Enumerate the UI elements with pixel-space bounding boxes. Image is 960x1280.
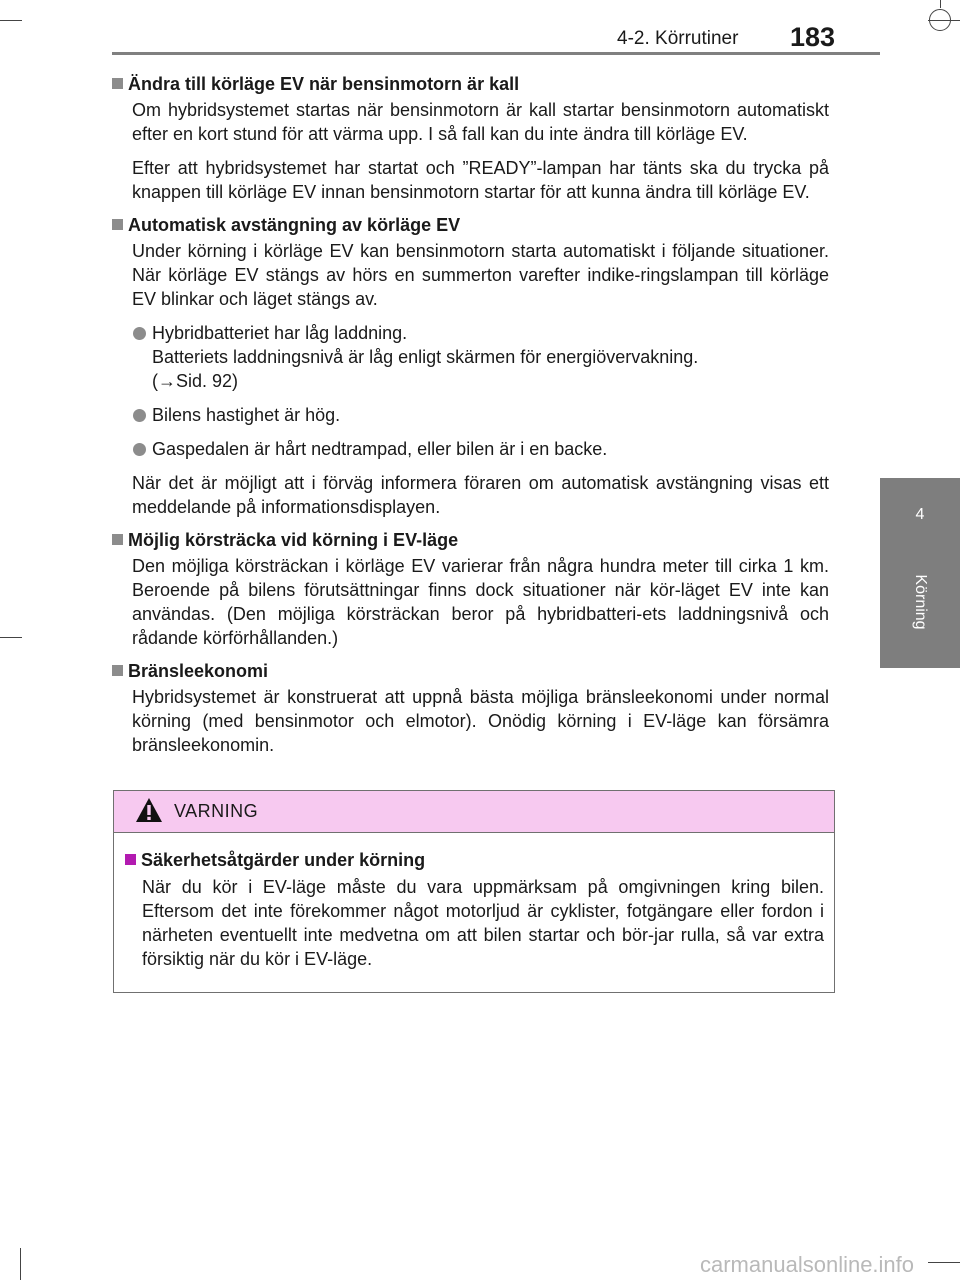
round-bullet-icon [133, 409, 146, 422]
warning-title: VARNING [174, 801, 259, 821]
paragraph: Under körning i körläge EV kan bensinmotorn starta automatiskt i följande situationer. När körläge EV stängs av hörs en summerton varefter indike-ringslampan till körläge EV blinkar och läget stängs av. [132, 241, 829, 309]
square-bullet-icon [112, 534, 123, 545]
chapter-tab-number: 4 [915, 506, 925, 523]
round-bullet-icon [133, 327, 146, 340]
section-ev-range [112, 528, 829, 650]
list-item: Hybridbatteriet har låg laddning. Batteriets laddningsnivå är låg enligt skärmen för energiövervakning. (→Sid. 92) [132, 321, 829, 393]
section-heading: Automatisk avstängning av körläge EV [112, 213, 829, 237]
list-item: Gaspedalen är hårt nedtrampad, eller bilen är i en backe. [132, 437, 829, 461]
paragraph: Efter att hybridsystemet har startat och ”READY”-lampan har tänts ska du trycka på knappen till körläge EV innan bensinmotorn startar för att kunna ändra till körläge EV. [132, 158, 829, 202]
section-auto-cancel [112, 213, 829, 519]
warning-header [114, 791, 834, 833]
page-reference-link[interactable]: (→Sid. 92) [152, 371, 239, 391]
warning-box [113, 790, 835, 993]
section-fuel-economy [112, 659, 829, 757]
square-bullet-icon [112, 219, 123, 230]
section-heading: Ändra till körläge EV när bensinmotorn är kall [112, 72, 829, 96]
list-item: Bilens hastighet är hög. [132, 403, 829, 427]
paragraph: När det är möjligt att i förväg informera föraren om automatisk avstängning visas ett meddelande på informationsdisplayen. [132, 473, 829, 517]
paragraph: Den möjliga körsträckan i körläge EV varierar från några hundra meter till cirka 1 km. Beroende på bilens förutsättningar finns dock situationer när kör-läget EV inte kan användas. (Den möjliga körsträckan beror på hybridbatteri-ets laddningsnivå och rådande körförhållanden.) [132, 556, 829, 648]
crop-mark [940, 0, 941, 8]
header-section-label: 4-2. Körrutiner [617, 28, 739, 49]
paragraph: Om hybridsystemet startas när bensinmotorn är kall startar bensinmotorn automatiskt efter en kort stund för att värma upp. I så fall kan du inte ändra till körläge EV. [132, 100, 829, 144]
watermark: carmanualsonline.info [700, 1252, 915, 1277]
section-cold-engine [112, 72, 829, 204]
square-bullet-icon [112, 78, 123, 89]
chapter-tab-label: Körning [912, 574, 929, 630]
warning-text: När du kör i EV-läge måste du vara uppmärksam på omgivningen kring bilen. Eftersom det inte förekommer något motorljud är cyklister, fotgängare eller fordon i närheten eventuellt inte medvetna om att bilen startar och bör-jar rulla, så var extra försiktig när du kör i EV-läge. [142, 877, 824, 969]
warning-heading: Säkerhetsåtgärder under körning [125, 848, 824, 872]
warning-body [114, 833, 834, 971]
warning-triangle-icon [135, 797, 163, 823]
paragraph: Hybridsystemet är konstruerat att uppnå bästa möjliga bränsleekonomi under normal körning (med bensinmotor och elmotor). Onödig körning i EV-läge kan försämra bränsleekonomin. [132, 687, 829, 755]
chapter-tab-label-wrap [908, 574, 932, 630]
section-heading: Möjlig körsträcka vid körning i EV-läge [112, 528, 829, 552]
chapter-tab[interactable] [880, 478, 960, 668]
page-number: 183 [790, 22, 836, 52]
crop-mark [928, 1262, 960, 1263]
crop-mark [0, 637, 22, 638]
crop-mark [0, 20, 22, 21]
round-bullet-icon [133, 443, 146, 456]
registration-mark [929, 9, 951, 31]
square-bullet-icon [125, 854, 136, 865]
main-content [112, 72, 829, 766]
square-bullet-icon [112, 665, 123, 676]
header-rule [112, 52, 880, 55]
section-heading: Bränsleekonomi [112, 659, 829, 683]
crop-mark [20, 1248, 21, 1280]
